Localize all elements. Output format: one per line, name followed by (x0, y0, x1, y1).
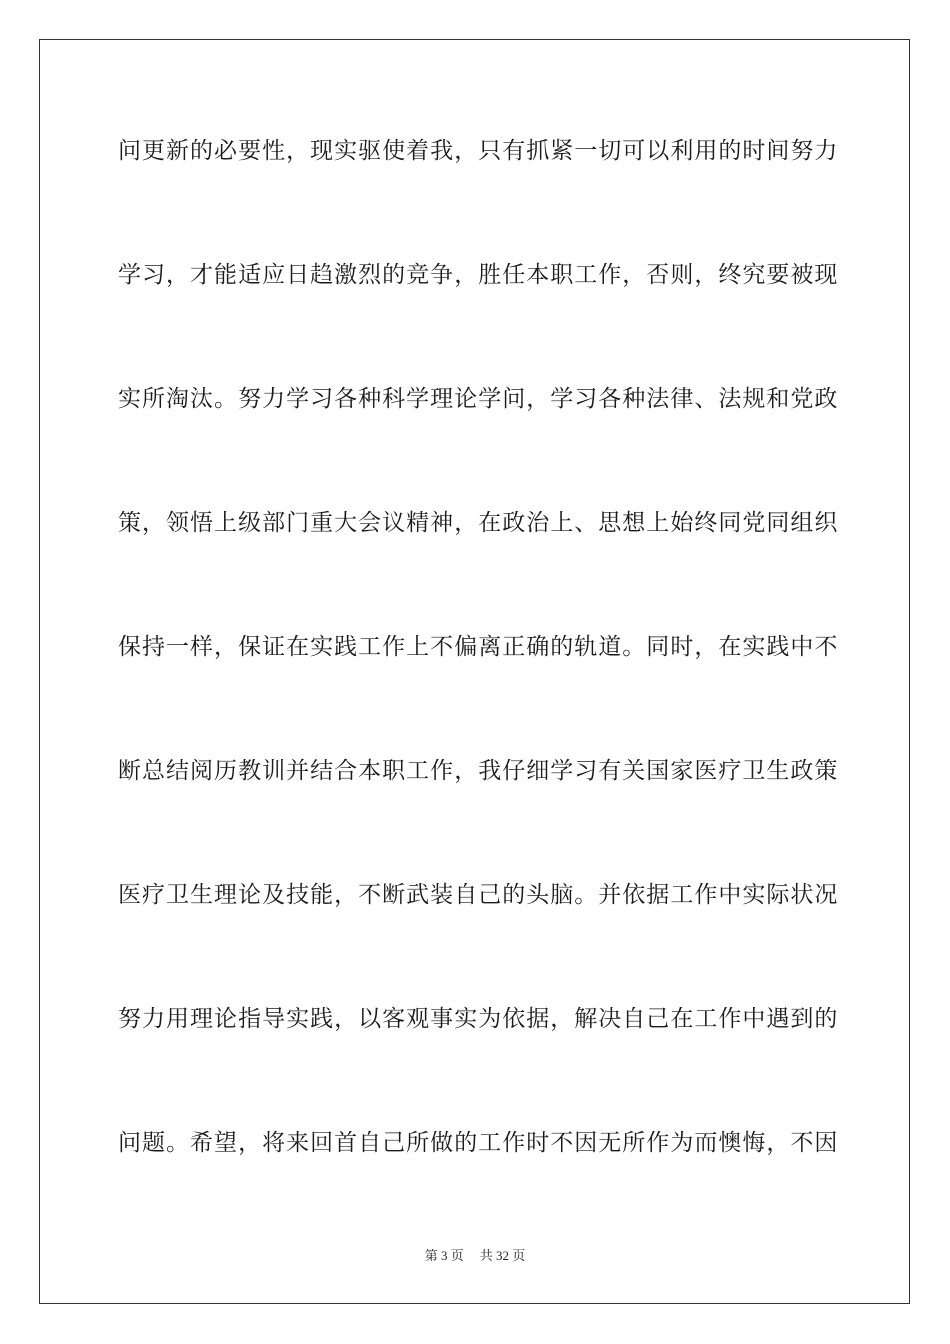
text-line-4: 策，领悟上级部门重大会议精神，在政治上、思想上始终同党同组织 (118, 510, 838, 536)
text-line-5: 保持一样，保证在实践工作上不偏离正确的轨道。同时，在实践中不 (118, 634, 838, 660)
text-line-3: 实所淘汰。努力学习各种科学理论学问，学习各种法律、法规和党政 (118, 386, 838, 412)
text-line-1: 问更新的必要性，现实驱使着我，只有抓紧一切可以利用的时间努力 (118, 138, 838, 164)
text-line-6: 断总结阅历教训并结合本职工作，我仔细学习有关国家医疗卫生政策 (118, 758, 838, 784)
page-total: 共 32 页 (479, 1248, 526, 1263)
page-footer (0, 1245, 950, 1264)
text-line-2: 学习，才能适应日趋激烈的竞争，胜任本职工作，否则，终究要被现 (118, 262, 838, 288)
text-line-7: 医疗卫生理论及技能，不断武装自己的头脑。并依据工作中实际状况 (118, 882, 838, 908)
page-border (39, 39, 910, 1304)
text-line-9: 问题。希望，将来回首自己所做的工作时不因无所作为而懊悔，不因 (118, 1130, 838, 1156)
text-line-8: 努力用理论指导实践，以客观事实为依据，解决自己在工作中遇到的 (118, 1006, 838, 1032)
page-number: 第 3 页 (424, 1248, 464, 1263)
